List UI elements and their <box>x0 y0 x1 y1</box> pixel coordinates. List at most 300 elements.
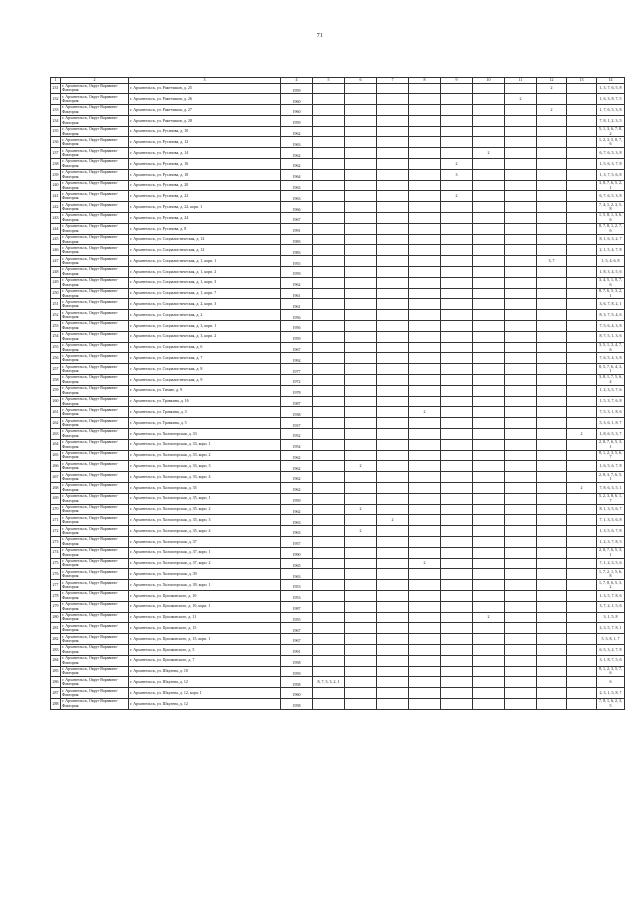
table-row <box>51 180 625 191</box>
year-cell: 1958 <box>281 677 313 688</box>
col5-cell <box>313 450 345 461</box>
col13-cell <box>567 267 597 278</box>
row-number: 257 <box>51 364 61 375</box>
row-number: 281 <box>51 623 61 634</box>
col14-cell: 7, 4, 1, 2, 3, 5, 8 <box>597 202 625 213</box>
col14-cell: 7, 5, 6, 4, 3, 8 <box>597 321 625 332</box>
address-cell: г. Архангельск, ул. Циолковского, д. 10, корп. 1 <box>129 601 281 612</box>
col5-cell <box>313 364 345 375</box>
col6-cell <box>345 666 377 677</box>
col11-cell <box>505 601 537 612</box>
col5-cell <box>313 375 345 386</box>
address-cell: г. Архангельск, ул. Русанова, д. 20 <box>129 180 281 191</box>
col8-cell <box>409 536 441 547</box>
year-cell: 1962 <box>281 148 313 159</box>
year-cell: 1963 <box>281 180 313 191</box>
col6-cell <box>345 396 377 407</box>
col8-cell <box>409 644 441 655</box>
row-number: 287 <box>51 688 61 699</box>
table-row <box>51 396 625 407</box>
district-cell: г. Архангельск, Округ Варавино-Фактория <box>61 385 129 396</box>
col8-cell <box>409 299 441 310</box>
col8-cell <box>409 256 441 267</box>
col12-cell <box>537 353 567 364</box>
col7-cell <box>377 83 409 94</box>
col10-cell <box>473 310 505 321</box>
district-cell: г. Архангельск, Округ Варавино-Фактория <box>61 461 129 472</box>
col11-cell <box>505 331 537 342</box>
col9-cell <box>441 234 473 245</box>
col11-cell <box>505 353 537 364</box>
year-cell: 1966 <box>281 202 313 213</box>
district-cell: г. Архангельск, Округ Варавино-Фактория <box>61 677 129 688</box>
col7-cell <box>377 536 409 547</box>
col5-cell <box>313 482 345 493</box>
col13-cell <box>567 504 597 515</box>
col6-cell <box>345 493 377 504</box>
district-cell: г. Архангельск, Округ Варавино-Фактория <box>61 277 129 288</box>
row-number: 232 <box>51 94 61 105</box>
col7-cell <box>377 321 409 332</box>
col7-cell <box>377 396 409 407</box>
col10-cell <box>473 267 505 278</box>
col5-cell <box>313 429 345 440</box>
table-row <box>51 612 625 623</box>
address-cell: г. Архангельск, ул. Социалистическая, д. 3, корп. 2 <box>129 331 281 342</box>
col13-cell <box>567 364 597 375</box>
col11-cell <box>505 310 537 321</box>
district-cell: г. Архангельск, Округ Варавино-Фактория <box>61 666 129 677</box>
col9-cell <box>441 580 473 591</box>
col8-cell <box>409 450 441 461</box>
column-number-8: 8 <box>409 78 441 84</box>
row-number: 279 <box>51 601 61 612</box>
table-row <box>51 126 625 137</box>
row-number: 251 <box>51 299 61 310</box>
col8-cell <box>409 159 441 170</box>
district-cell: г. Архангельск, Округ Варавино-Фактория <box>61 267 129 278</box>
col8-cell <box>409 213 441 224</box>
row-number: 253 <box>51 321 61 332</box>
col6-cell <box>345 288 377 299</box>
col8-cell <box>409 569 441 580</box>
row-number: 235 <box>51 126 61 137</box>
table-row <box>51 364 625 375</box>
column-number-5: 5 <box>313 78 345 84</box>
col13-cell <box>567 385 597 396</box>
row-number: 238 <box>51 159 61 170</box>
year-cell: 1962 <box>281 504 313 515</box>
col10-cell <box>473 364 505 375</box>
col14-cell: 3, 6, 7, 8, 2, 1 <box>597 299 625 310</box>
col8-cell: 2 <box>409 407 441 418</box>
col9-cell <box>441 267 473 278</box>
year-cell: 1957 <box>281 536 313 547</box>
district-cell: г. Архангельск, Округ Варавино-Фактория <box>61 634 129 645</box>
address-cell: г. Архангельск, ул. Социалистическая, д. 1, корп. 1 <box>129 256 281 267</box>
col9-cell <box>441 634 473 645</box>
col14-cell: 6, 7, 6, 5, 3, 8 <box>597 148 625 159</box>
address-cell: г. Архангельск, ул. Холмогорская, д. 35, корп. 3 <box>129 515 281 526</box>
col13-cell <box>567 461 597 472</box>
table-row <box>51 213 625 224</box>
col13-cell <box>567 256 597 267</box>
column-number-13: 13 <box>567 78 597 84</box>
col6-cell <box>345 159 377 170</box>
col9-cell <box>441 202 473 213</box>
col9-cell <box>441 342 473 353</box>
col14-cell: 5, 3, 8, 1, 7 <box>597 634 625 645</box>
row-number: 246 <box>51 245 61 256</box>
row-number: 263 <box>51 429 61 440</box>
year-cell: 1959 <box>281 267 313 278</box>
col6-cell: 2 <box>345 526 377 537</box>
col10-cell <box>473 342 505 353</box>
col7-cell <box>377 288 409 299</box>
col5-cell <box>313 418 345 429</box>
col10-cell <box>473 504 505 515</box>
col5-cell <box>313 213 345 224</box>
row-number: 249 <box>51 277 61 288</box>
row-number: 250 <box>51 288 61 299</box>
table-row <box>51 418 625 429</box>
col7-cell <box>377 310 409 321</box>
col9-cell <box>441 644 473 655</box>
address-cell: г. Архангельск, ул. Социалистическая, д. 1, корп. 2 <box>129 267 281 278</box>
col12-cell <box>537 277 567 288</box>
col9-cell <box>441 590 473 601</box>
row-number: 233 <box>51 105 61 116</box>
col12-cell <box>537 461 567 472</box>
district-cell: г. Архангельск, Округ Варавино-Фактория <box>61 310 129 321</box>
year-cell: 1962 <box>281 461 313 472</box>
col7-cell <box>377 105 409 116</box>
table-row <box>51 83 625 94</box>
col5-cell <box>313 159 345 170</box>
col10-cell <box>473 299 505 310</box>
col8-cell <box>409 321 441 332</box>
col7-cell <box>377 472 409 483</box>
year-cell: 1959 <box>281 83 313 94</box>
col6-cell <box>345 277 377 288</box>
col12-cell <box>537 299 567 310</box>
col14-cell: 1, 5, 4, 6, 8 <box>597 256 625 267</box>
col12-cell <box>537 94 567 105</box>
col11-cell <box>505 385 537 396</box>
col11-cell <box>505 526 537 537</box>
col6-cell <box>345 655 377 666</box>
col13-cell <box>567 472 597 483</box>
district-cell: г. Архангельск, Округ Варавино-Фактория <box>61 418 129 429</box>
column-number-12: 12 <box>537 78 567 84</box>
col12-cell <box>537 472 567 483</box>
col13-cell <box>567 331 597 342</box>
column-number-14: 14 <box>597 78 625 84</box>
col6-cell <box>345 256 377 267</box>
row-number: 271 <box>51 515 61 526</box>
col8-cell <box>409 375 441 386</box>
col8-cell <box>409 396 441 407</box>
year-cell: 1963 <box>281 526 313 537</box>
row-number: 236 <box>51 137 61 148</box>
col14-cell: 8, 7, 5, 1, 3, 6 <box>597 331 625 342</box>
col14-cell: 2, 8, 7, 6, 5, 3, 1 <box>597 547 625 558</box>
col9-cell <box>441 288 473 299</box>
row-number: 234 <box>51 115 61 126</box>
col5-cell <box>313 644 345 655</box>
col12-cell <box>537 493 567 504</box>
col6-cell <box>345 331 377 342</box>
col9-cell <box>441 558 473 569</box>
col14-cell: 3, 8, 7, 6, 5, 2, 1 <box>597 180 625 191</box>
district-cell: г. Архангельск, Округ Варавино-Фактория <box>61 213 129 224</box>
col11-cell <box>505 83 537 94</box>
address-cell: г. Архангельск, ул. Социалистическая, д. 1, корп. 3 <box>129 277 281 288</box>
col8-cell <box>409 418 441 429</box>
col13-cell <box>567 180 597 191</box>
col13-cell <box>567 493 597 504</box>
col12-cell <box>537 267 567 278</box>
row-number: 283 <box>51 644 61 655</box>
col11-cell <box>505 515 537 526</box>
col14-cell: 1, 2, 3, 7, 8, 5 <box>597 536 625 547</box>
col13-cell <box>567 655 597 666</box>
col6-cell <box>345 439 377 450</box>
year-cell: 1960 <box>281 94 313 105</box>
col14-cell: 1, 7, 8, 6, 5, 3, 2 <box>597 580 625 591</box>
col13-cell <box>567 234 597 245</box>
col9-cell <box>441 148 473 159</box>
col7-cell <box>377 364 409 375</box>
col12-cell <box>537 342 567 353</box>
col6-cell <box>345 634 377 645</box>
col5-cell <box>313 547 345 558</box>
address-cell: г. Архангельск, ул. Социалистическая, д. 6 <box>129 342 281 353</box>
col6-cell <box>345 169 377 180</box>
col12-cell <box>537 407 567 418</box>
address-cell: г. Архангельск, ул. Тимме, д. 9 <box>129 385 281 396</box>
col6-cell <box>345 590 377 601</box>
col9-cell <box>441 439 473 450</box>
row-number: 277 <box>51 580 61 591</box>
col12-cell <box>537 590 567 601</box>
district-cell: г. Архангельск, Округ Варавино-Фактория <box>61 558 129 569</box>
col12-cell <box>537 137 567 148</box>
address-cell: г. Архангельск, ул. Циолковского, д. 11 <box>129 612 281 623</box>
col8-cell <box>409 364 441 375</box>
col9-cell <box>441 536 473 547</box>
district-cell: г. Архангельск, Округ Варавино-Фактория <box>61 159 129 170</box>
col6-cell <box>345 364 377 375</box>
col6-cell <box>345 223 377 234</box>
col11-cell <box>505 644 537 655</box>
col14-cell: 6, 7, 6, 5, 3, 8 <box>597 191 625 202</box>
address-cell: г. Архангельск, ул. Ракетчиков, д. 28 <box>129 115 281 126</box>
table-row <box>51 245 625 256</box>
col13-cell <box>567 666 597 677</box>
col13-cell <box>567 191 597 202</box>
col7-cell <box>377 375 409 386</box>
col13-cell <box>567 202 597 213</box>
col5-cell <box>313 493 345 504</box>
district-cell: г. Архангельск, Округ Варавино-Фактория <box>61 504 129 515</box>
row-number: 280 <box>51 612 61 623</box>
col10-cell <box>473 698 505 709</box>
table-row <box>51 267 625 278</box>
col5-cell <box>313 601 345 612</box>
col10-cell <box>473 353 505 364</box>
row-number: 243 <box>51 213 61 224</box>
col5-cell <box>313 472 345 483</box>
col11-cell <box>505 180 537 191</box>
table-row <box>51 256 625 267</box>
district-cell: г. Архангельск, Округ Варавино-Фактория <box>61 137 129 148</box>
table-row <box>51 353 625 364</box>
col5-cell <box>313 623 345 634</box>
district-cell: г. Архангельск, Округ Варавино-Фактория <box>61 126 129 137</box>
col10-cell <box>473 321 505 332</box>
col14-cell: 3, 5, 1, 3, 4, 7, 6 <box>597 342 625 353</box>
col5-cell <box>313 580 345 591</box>
col8-cell <box>409 688 441 699</box>
col6-cell <box>345 83 377 94</box>
col13-cell <box>567 83 597 94</box>
col12-cell <box>537 504 567 515</box>
col9-cell <box>441 601 473 612</box>
address-cell: г. Архангельск, ул. Социалистическая, д. 2, корп. 3 <box>129 299 281 310</box>
col5-cell <box>313 353 345 364</box>
row-number: 256 <box>51 353 61 364</box>
year-cell: 1962 <box>281 277 313 288</box>
col10-cell <box>473 234 505 245</box>
row-number: 273 <box>51 536 61 547</box>
col14-cell: 5, 2, 3, 8, 6, 1, 7 <box>597 493 625 504</box>
col8-cell <box>409 472 441 483</box>
year-cell: 1961 <box>281 299 313 310</box>
district-cell: г. Архангельск, Округ Варавино-Фактория <box>61 396 129 407</box>
col14-cell: 2, 8, 3, 7, 6, 5, 1 <box>597 472 625 483</box>
col11-cell <box>505 461 537 472</box>
table-row <box>51 223 625 234</box>
address-cell: г. Архангельск, ул. Холмогорская, д. 33, корп. 2 <box>129 450 281 461</box>
col7-cell <box>377 677 409 688</box>
district-cell: г. Архангельск, Округ Варавино-Фактория <box>61 342 129 353</box>
col8-cell <box>409 267 441 278</box>
col10-cell <box>473 536 505 547</box>
year-cell: 1960 <box>281 105 313 116</box>
col11-cell <box>505 148 537 159</box>
column-number-1: 1 <box>51 78 61 84</box>
col14-cell: 7, 1, 3, 5, 6, 8 <box>597 515 625 526</box>
district-cell: г. Архангельск, Округ Варавино-Фактория <box>61 256 129 267</box>
col11-cell <box>505 590 537 601</box>
year-cell: 1962 <box>281 159 313 170</box>
table-row <box>51 601 625 612</box>
col8-cell <box>409 439 441 450</box>
address-cell: г. Архангельск, ул. Ракетчиков, д. 27 <box>129 105 281 116</box>
district-cell: г. Архангельск, Округ Варавино-Фактория <box>61 612 129 623</box>
district-cell: г. Архангельск, Округ Варавино-Фактория <box>61 439 129 450</box>
col13-cell <box>567 407 597 418</box>
col6-cell <box>345 148 377 159</box>
col9-cell <box>441 698 473 709</box>
col5-cell <box>313 191 345 202</box>
col12-cell: 2 <box>537 83 567 94</box>
col6-cell: 2 <box>345 461 377 472</box>
col14-cell: 8, 5, 7, 6, 4, 3, 1 <box>597 364 625 375</box>
col7-cell <box>377 688 409 699</box>
table-row <box>51 288 625 299</box>
col9-cell: 3 <box>441 169 473 180</box>
table-row <box>51 310 625 321</box>
col12-cell <box>537 655 567 666</box>
col5-cell <box>313 94 345 105</box>
table-row <box>51 439 625 450</box>
col10-cell <box>473 407 505 418</box>
col12-cell <box>537 450 567 461</box>
col10-cell <box>473 623 505 634</box>
col9-cell <box>441 461 473 472</box>
col7-cell <box>377 299 409 310</box>
year-cell: 1953 <box>281 580 313 591</box>
col5-cell <box>313 439 345 450</box>
col6-cell <box>345 126 377 137</box>
col13-cell <box>567 245 597 256</box>
col6-cell <box>345 547 377 558</box>
col12-cell <box>537 580 567 591</box>
col11-cell <box>505 364 537 375</box>
col13-cell <box>567 342 597 353</box>
row-number: 269 <box>51 493 61 504</box>
col12-cell <box>537 688 567 699</box>
col10-cell <box>473 493 505 504</box>
row-number: 265 <box>51 450 61 461</box>
col10-cell <box>473 677 505 688</box>
col7-cell <box>377 526 409 537</box>
col13-cell <box>567 137 597 148</box>
col6-cell <box>345 353 377 364</box>
col7-cell <box>377 385 409 396</box>
col12-cell <box>537 482 567 493</box>
table-row <box>51 115 625 126</box>
address-cell: г. Архангельск, ул. Социалистическая, д. 12 <box>129 245 281 256</box>
col14-cell: 1, 3, 5, 7, 8, 6 <box>597 590 625 601</box>
col9-cell <box>441 256 473 267</box>
col13-cell <box>567 310 597 321</box>
year-cell: 1959 <box>281 331 313 342</box>
col11-cell <box>505 472 537 483</box>
table-row <box>51 698 625 709</box>
col7-cell <box>377 698 409 709</box>
col6-cell <box>345 580 377 591</box>
year-cell: 1955 <box>281 612 313 623</box>
col5-cell <box>313 407 345 418</box>
col14-cell: 7, 8, 1, 2, 3, 5 <box>597 115 625 126</box>
col12-cell <box>537 612 567 623</box>
column-number-10: 10 <box>473 78 505 84</box>
col8-cell <box>409 202 441 213</box>
col10-cell: 2 <box>473 148 505 159</box>
col6-cell <box>345 385 377 396</box>
year-cell: 1963 <box>281 569 313 580</box>
col9-cell <box>441 385 473 396</box>
col12-cell <box>537 126 567 137</box>
col7-cell <box>377 137 409 148</box>
col9-cell <box>441 450 473 461</box>
col9-cell <box>441 321 473 332</box>
col5-cell <box>313 461 345 472</box>
col8-cell <box>409 612 441 623</box>
